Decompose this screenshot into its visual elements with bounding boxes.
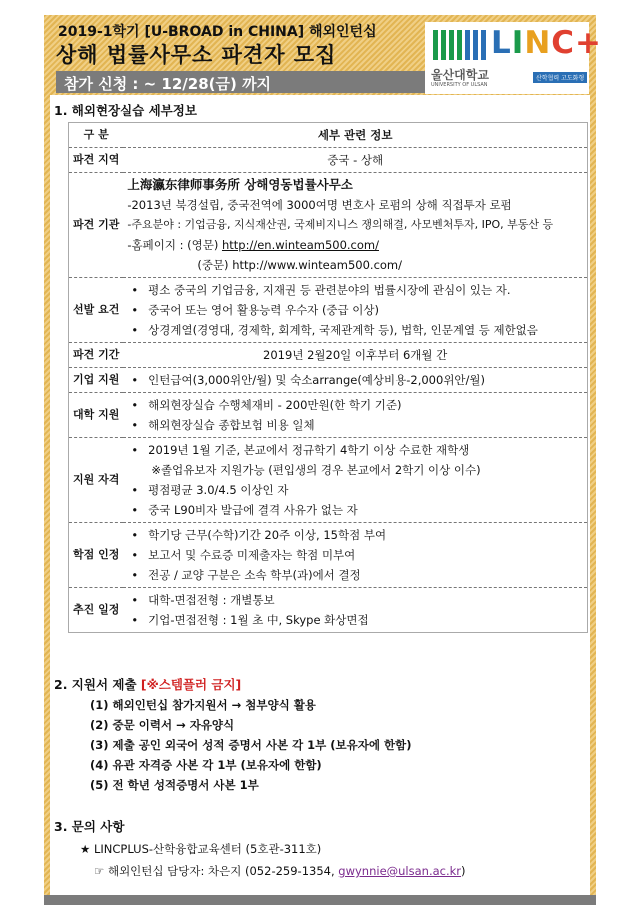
homepage-cn-label: (중문) <box>197 258 229 272</box>
table-row <box>69 148 588 173</box>
table-row <box>69 173 588 278</box>
logo-tagline: 산학협력 고도화형 <box>533 72 587 83</box>
list-item: (1) 해외인턴십 참가지원서 → 첨부양식 활용 <box>90 698 316 712</box>
table-row <box>69 123 588 148</box>
list-item: • 인턴급여(3,000위안/월) 및 숙소arrange(예상비용-2,000위안/월) <box>127 370 583 390</box>
region-value: 중국 - 상해 <box>123 148 587 173</box>
list-item: (4) 유관 자격증 사본 각 1부 (보유자에 한함) <box>90 758 322 772</box>
document-list <box>90 695 411 795</box>
table-row <box>69 523 588 588</box>
section1-heading: 1. 해외현장실습 세부정보 <box>54 103 197 118</box>
list-item: • 전공 / 교양 구분은 소속 학부(과)에서 결정 <box>127 565 583 585</box>
row-label: 학점 인정 <box>69 523 124 588</box>
org-line: -주요분야 : 기업금융, 지식재산권, 국제비지니스 쟁의해결, 사모벤처투자, IPO, 부동산 등 <box>127 218 554 231</box>
row-label: 선발 요건 <box>69 278 124 343</box>
table-row <box>69 368 588 393</box>
list-item: • 기업-면접전형 : 1월 초 中, Skype 화상면접 <box>127 610 583 630</box>
row-label: 파견 기관 <box>69 173 124 278</box>
table-row <box>69 343 588 368</box>
list-item: • 해외현장실습 수행체재비 - 200만원(한 학기 기준) <box>127 395 583 415</box>
table-row <box>69 278 588 343</box>
note: ※졸업유보자 지원가능 (편입생의 경우 본교에서 2학기 이상 이수) <box>151 463 481 477</box>
header <box>50 15 420 95</box>
bottom-bar <box>44 895 596 905</box>
list-item: • 중국 L90비자 발급에 결격 사유가 없는 자 <box>127 500 583 520</box>
header-info: 세부 관련 정보 <box>123 123 587 148</box>
header-category: 구 분 <box>69 123 124 148</box>
list-item: • 상경계열(경영대, 경제학, 회계학, 국제관계학 등), 법학, 인문계열 등 제한없음 <box>127 320 583 340</box>
logo-university-en: UNIVERSITY OF ULSAN <box>431 82 488 88</box>
content-panel <box>50 95 590 895</box>
homepage-cn-url: http://www.winteam500.com/ <box>232 258 403 272</box>
list-item: • 평소 중국의 기업금융, 지재권 등 관련분야의 법률시장에 관심이 있는 자. <box>127 280 583 300</box>
subtitle: 2019-1학기 [U-BROAD in CHINA] 해외인턴십 <box>58 24 377 40</box>
row-label: 대학 지원 <box>69 393 124 438</box>
email-link[interactable]: gwynnie@ulsan.ac.kr <box>338 864 462 878</box>
table-row <box>69 438 588 523</box>
homepage-en-link[interactable]: http://en.winteam500.com/ <box>221 238 379 252</box>
list-item: • 해외현장실습 종합보험 비용 일체 <box>127 415 583 435</box>
logo-university: 울산대학교 <box>431 68 489 82</box>
deadline-banner: 참가 신청 : ~ 12/28(금) 까지 <box>56 71 426 93</box>
table-row <box>69 393 588 438</box>
period-value: 2019년 2월20일 이후부터 6개월 간 <box>123 343 587 368</box>
section3-heading: 3. 문의 사항 <box>54 819 125 834</box>
list-item: (3) 제출 공인 외국어 성적 증명서 사본 각 1부 (보유자에 한함) <box>90 738 412 752</box>
table-row <box>69 588 588 633</box>
list-item: • 평점평균 3.0/4.5 이상인 자 <box>127 480 583 500</box>
homepage-label: -홈페이지 : (영문) <box>127 238 219 252</box>
office-info: ★ LINCPLUS-산학융합교육센터 (5호관-311호) <box>80 842 322 856</box>
list-item: • 중국어 또는 영어 활용능력 우수자 (중급 이상) <box>127 300 583 320</box>
info-table <box>68 122 588 633</box>
row-label: 지원 자격 <box>69 438 124 523</box>
list-item: (2) 중문 이력서 → 자유양식 <box>90 718 235 732</box>
row-label: 기업 지원 <box>69 368 124 393</box>
list-item: • 대학-면접전형 : 개별통보 <box>127 590 583 610</box>
page-title: 상해 법률사무소 파견자 모집 <box>56 43 337 67</box>
org-line: -2013년 북경설립, 중국전역에 3000여명 변호사 로펌의 상해 직접투자 로펌 <box>127 198 512 212</box>
org-name: 上海瀛东律师事务所 상해영동법률사무소 <box>127 177 353 192</box>
list-item: • 보고서 및 수료증 미제출자는 학점 미부여 <box>127 545 583 565</box>
logo-bars <box>433 30 486 60</box>
contact-info: ☞ 해외인턴십 담당자: 차은지 (052-259-1354, gwynnie@ulsan.ac.kr) <box>94 864 466 878</box>
linc-logo <box>425 22 602 94</box>
list-item: • 학기당 근무(수학)기간 20주 이상, 15학점 부여 <box>127 525 583 545</box>
row-label: 파견 기간 <box>69 343 124 368</box>
logo-brand: LINC+ <box>491 25 602 61</box>
list-item: • 2019년 1월 기준, 본교에서 정규학기 4학기 이상 수료한 재학생 <box>127 440 583 460</box>
stapler-warning: [※스템플러 금지] <box>140 677 242 692</box>
list-item: (5) 전 학년 성적증명서 사본 1부 <box>90 778 259 792</box>
section2-heading: 2. 지원서 제출 [※스템플러 금지] <box>54 677 242 692</box>
row-label: 파견 지역 <box>69 148 124 173</box>
row-label: 추진 일정 <box>69 588 124 633</box>
